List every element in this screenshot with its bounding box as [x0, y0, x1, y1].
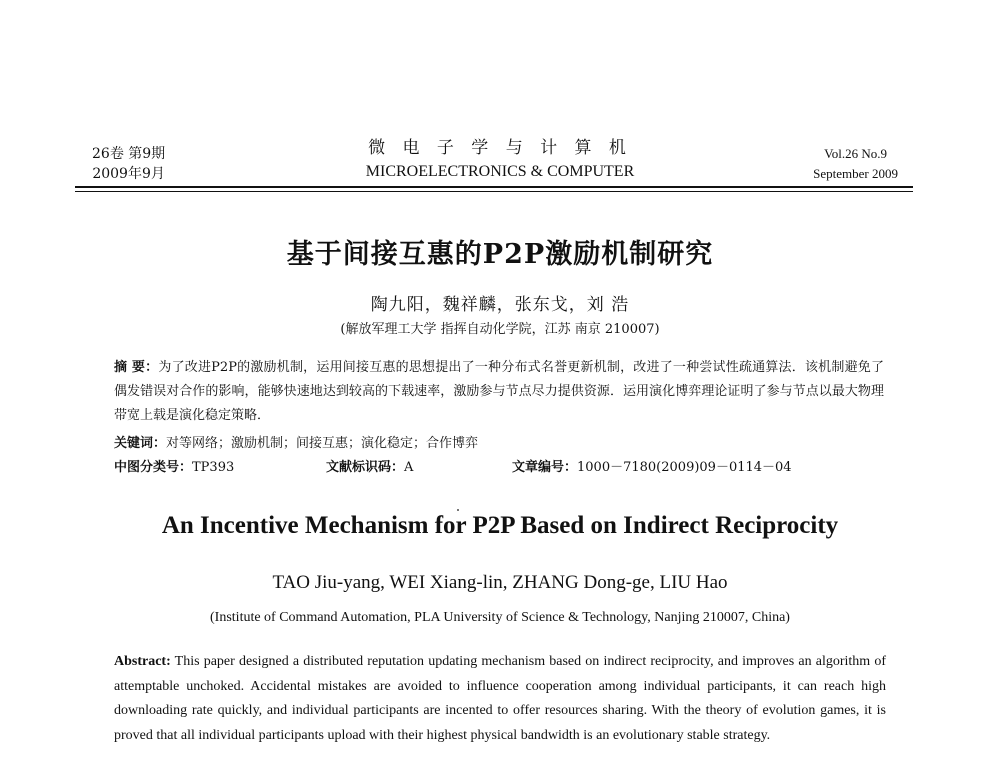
journal-name — [320, 136, 680, 184]
abstract-cn-text: 为了改进P2P的激励机制，运用间接互惠的思想提出了一种分布式名誉更新机制，改进了一种尝试性疏通算法．该机制避免了偶发错误对合作的影响，能够快速地达到较高的下载速率，激励参与节点尽力提供资源．运用演化博弈理论证明了参与节点以最大物理带宽上载是演化稳定策略． — [114, 360, 884, 423]
paper-title-en: An Incentive Mechanism for P2P Based on Indirect Reciprocity — [161, 512, 839, 539]
paper-title-cn: 基于间接互惠的P2P激励机制研究 — [286, 239, 714, 270]
keywords-cn-text: 对等网络；激励机制；间接互惠；演化稳定；合作博弈 — [166, 436, 479, 451]
clc-number: 中图分类号：TP393 — [114, 460, 235, 475]
journal-name-cn: 微 电 子 学 与 计 算 机 — [368, 138, 632, 158]
volume-en: Vol.26 No.9 — [824, 146, 888, 161]
abstract-en-text: This paper designed a distributed reputation updating mechanism based on indirect reciprocity, and improves an algorithm of attemptable unchoked. Accidental mistakes are avoided to influence cooperation among individual participants, it can reach high downloading rate quickly, and individual participants are incented to offer resources sharing. With the theory of evolution games, it is proved that all individual participants upload with their highest physical bandwidth is an evolutionary stable strategy. — [114, 654, 886, 743]
abstract-cn-label: 摘 要： — [114, 360, 159, 375]
keywords-cn-label: 关键词： — [114, 436, 167, 451]
header-rule-thin — [75, 191, 913, 192]
article-number: 文章编号：1000－7180(2009)09－0114－04 — [512, 460, 792, 475]
journal-name-en: MICROELECTRONICS & COMPUTER — [365, 163, 635, 180]
keywords-cn — [114, 432, 478, 451]
document-code: 文献标识码：A — [326, 460, 414, 475]
journal-issue-cn — [92, 144, 165, 184]
scan-speck — [457, 509, 459, 511]
volume-cn: 26卷 第9期 — [92, 146, 166, 162]
affiliation-cn: (解放军理工大学 指挥自动化学院，江苏 南京 210007) — [340, 322, 660, 337]
affiliation-en: (Institute of Command Automation, PLA University of Science & Technology, Nanjing 210007, China) — [210, 610, 790, 625]
date-en: September 2009 — [813, 166, 898, 181]
header-rule-thick — [75, 186, 913, 188]
authors-en: TAO Jiu-yang, WEI Xiang-lin, ZHANG Dong-ge, LIU Hao — [272, 572, 728, 593]
abstract-en — [114, 650, 886, 748]
abstract-en-label: Abstract: — [114, 654, 171, 669]
date-cn: 2009年9月 — [92, 166, 165, 182]
abstract-cn — [114, 356, 884, 428]
authors-cn: 陶九阳，魏祥麟，张东戈，刘 浩 — [370, 295, 630, 315]
journal-issue-en — [813, 144, 898, 184]
